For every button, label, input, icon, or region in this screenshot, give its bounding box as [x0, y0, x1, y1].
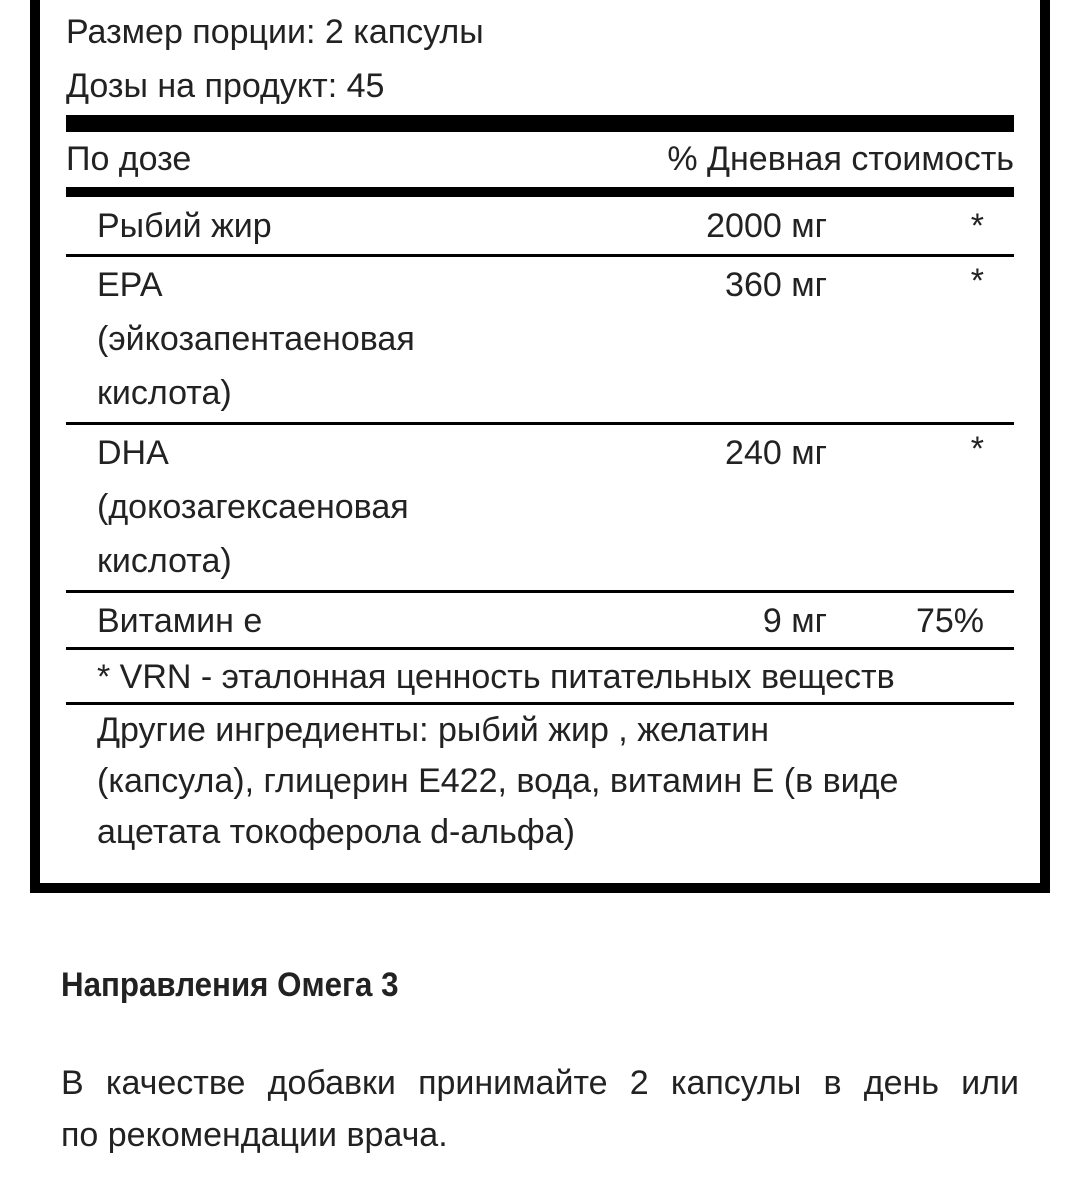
row-divider: [66, 590, 1014, 593]
nutrient-daily-value: *: [970, 262, 984, 300]
nutrient-name: Рыбий жир: [97, 207, 272, 245]
header-per-serving: По дозе: [66, 140, 192, 178]
footnote: * VRN - эталонная ценность питательных веществ: [97, 658, 895, 696]
header-daily-value: % Дневная стоимость: [667, 140, 1014, 178]
serving-size: Размер порции: 2 капсулы: [66, 13, 484, 51]
nutrient-amount: 240 мг: [725, 434, 827, 472]
nutrient-amount: 360 мг: [725, 266, 827, 304]
nutrient-daily-value: *: [970, 430, 984, 468]
other-ingredients-line: (капсула), глицерин E422, вода, витамин E (в виде: [97, 762, 899, 800]
other-ingredients-line: ацетата токоферола d-альфа): [97, 813, 575, 851]
servings-per-container: Дозы на продукт: 45: [66, 67, 385, 105]
directions-text-line: В качестве добавки принимайте 2 капсулы в день или: [61, 1064, 1019, 1102]
nutrient-name-line: DHA: [97, 434, 169, 472]
nutrient-daily-value: *: [970, 207, 984, 245]
directions-heading: Направления Омега 3: [61, 966, 399, 1004]
nutrient-name-line: EPA: [97, 266, 163, 304]
nutrient-amount: 9 мг: [762, 602, 827, 640]
nutrient-amount: 2000 мг: [706, 207, 827, 245]
nutrient-name-line: (докозагексаеновая: [97, 488, 409, 526]
other-ingredients-line: Другие ингредиенты: рыбий жир , желатин: [97, 711, 770, 749]
directions-text-line: по рекомендации врача.: [61, 1116, 448, 1154]
nutrient-daily-value: 75%: [915, 602, 984, 640]
nutrient-name-line: (эйкозапентаеновая: [97, 320, 415, 358]
nutrient-name-line: кислота): [97, 542, 232, 580]
thick-divider: [66, 115, 1014, 132]
nutrient-name-line: кислота): [97, 374, 232, 412]
medium-divider: [66, 187, 1014, 197]
nutrient-name: Витамин е: [97, 602, 263, 640]
